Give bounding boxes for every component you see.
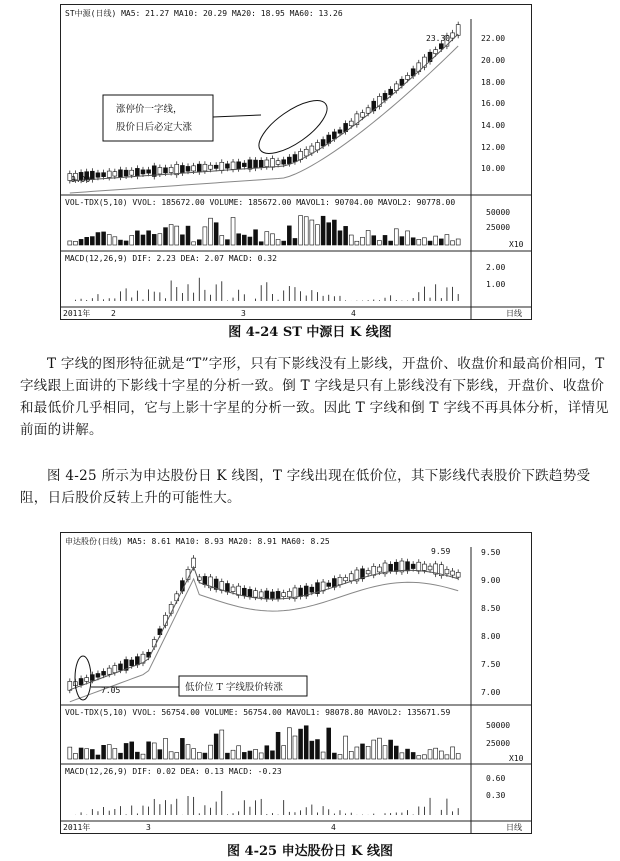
volume-bar [372, 740, 376, 759]
candle-body [287, 591, 291, 597]
volume-bar [73, 753, 77, 759]
candle-body [107, 668, 111, 674]
candle-body [180, 165, 184, 172]
candle-body [152, 640, 156, 647]
fig2-volume-bars [68, 726, 460, 759]
volume-bar [316, 225, 320, 245]
volume-bar [231, 750, 235, 759]
volume-bar [400, 753, 404, 759]
volume-bar [316, 740, 320, 759]
volume-bar [349, 751, 353, 759]
candle-body [276, 161, 280, 165]
candle-body [265, 591, 269, 599]
candle-body [338, 577, 342, 584]
volume-bar [276, 732, 280, 759]
volume-bar [456, 239, 460, 245]
volume-bar [124, 743, 128, 759]
candle-body [456, 572, 460, 577]
candle-body [406, 75, 410, 79]
candle-body [102, 671, 106, 675]
volume-bar [422, 238, 426, 245]
volume-bar [220, 730, 224, 759]
candle-body [270, 159, 274, 168]
candle-body [451, 33, 455, 38]
candle-body [242, 588, 246, 595]
candle-body [349, 574, 353, 581]
candle-body [361, 113, 365, 117]
candle-body [434, 50, 438, 54]
fig1-x-label: 2011年 [63, 309, 91, 318]
candle-body [169, 167, 173, 172]
candle-body [439, 44, 443, 49]
volume-bar [147, 742, 151, 759]
volume-bar [90, 237, 94, 245]
fig2-tick: 9.50 [481, 548, 501, 557]
candle-body [158, 167, 162, 174]
volume-bar [366, 230, 370, 245]
fig2-tick: 7.50 [481, 660, 501, 669]
fig1-x-label: 4 [351, 309, 356, 318]
volume-bar [68, 241, 72, 245]
volume-bar [327, 223, 331, 245]
moving-average-line [70, 567, 458, 690]
volume-bar [203, 753, 207, 759]
candle-body [389, 564, 393, 571]
fig1-vol-unit: X10 [509, 240, 524, 249]
fig1-tick: 12.00 [481, 143, 506, 152]
volume-bar [270, 751, 274, 759]
volume-bar [287, 226, 291, 245]
volume-bar [287, 728, 291, 759]
paragraph-2: 图 4-25 所示为申达股份日 K 线图，T 字线出现在低价位，其下影线代表股价下跌趋势受阻，日后股价反转上升的可能性大。 [20, 468, 591, 506]
fig2-vol-tick: 50000 [486, 721, 511, 730]
candle-body [327, 583, 331, 586]
volume-bar [96, 755, 100, 759]
volume-bar [344, 226, 348, 245]
volume-bar [265, 746, 269, 759]
volume-bar [327, 728, 331, 759]
volume-bar [231, 217, 235, 245]
volume-bar [79, 748, 83, 759]
volume-bar [361, 237, 365, 245]
volume-bar [186, 745, 190, 759]
candle-body [310, 146, 314, 153]
volume-bar [293, 736, 297, 759]
candle-body [248, 589, 252, 596]
volume-bar [394, 229, 398, 245]
fig1-tick: 16.00 [481, 99, 506, 108]
candle-body [411, 564, 415, 568]
volume-bar [372, 236, 376, 245]
volume-bar [400, 237, 404, 245]
paragraph-1: T 字线的图形特征就是“T”字形，只有下影线没有上影线，开盘价、收盘价和最高价相同，T 字线跟上面讲的下影线十字星的分析一致。倒 T 字线是只有上影线没有下影线，开盘价、收盘价和最低价几乎相同，它与上影十字星的分析一致。因此 T 字线和倒 T 字线不再具体分析，详情见前面的讲解。 [20, 356, 609, 438]
fig2-x-label: 3 [146, 823, 151, 832]
volume-bar [119, 753, 123, 759]
volume-bar [164, 228, 168, 245]
volume-bar [186, 226, 190, 245]
candle-body [124, 170, 128, 176]
volume-bar [366, 746, 370, 759]
volume-bar [180, 738, 184, 759]
volume-bar [377, 241, 381, 245]
candle-body [130, 170, 134, 175]
fig1-annotation-line: 涨停价一字线， [116, 104, 183, 115]
candle-body [237, 162, 241, 169]
volume-bar [169, 752, 173, 759]
candle-body [147, 170, 151, 173]
volume-bar [259, 242, 263, 245]
fig1-tick: 14.00 [481, 121, 506, 130]
candle-body [164, 168, 168, 173]
volume-bar [434, 748, 438, 759]
fig2-tick: 8.50 [481, 604, 501, 613]
figure-4-25-chart [60, 532, 532, 834]
fig2-macd-bars [70, 791, 458, 815]
volume-bar [175, 753, 179, 759]
fig2-annotation: 低价位 T 字线股价转涨 [185, 682, 283, 693]
volume-bar [214, 734, 218, 759]
candle-body [192, 166, 196, 171]
volume-bar [141, 235, 145, 245]
candle-body [321, 140, 325, 147]
volume-bar [152, 234, 156, 245]
volume-bar [248, 237, 252, 245]
fig1-vol-header: VOL-TDX(5,10) VVOL: 185672.00 VOLUME: 185672.00 MAVOL1: 90704.00 MAVOL2: 90778.00 [65, 198, 456, 207]
candle-body [203, 576, 207, 584]
candle-body [287, 157, 291, 164]
candle-body [248, 160, 252, 169]
volume-bar [321, 752, 325, 759]
volume-bar [147, 231, 151, 245]
fig2-vol-header: VOL-TDX(5,10) VVOL: 56754.00 VOLUME: 56754.00 MAVOL1: 98078.80 MAVOL2: 135671.59 [65, 708, 451, 717]
fig1-macd-header: MACD(12,26,9) DIF: 2.23 DEA: 2.07 MACD: 0.32 [65, 254, 277, 263]
candle-body [366, 571, 370, 574]
volume-bar [209, 218, 213, 245]
fig2-price-header: 申达股份(日线) MA5: 8.61 MA10: 8.93 MA20: 8.91 MA60: 8.25 [65, 537, 330, 546]
volume-bar [355, 747, 359, 759]
fig1-tick: 22.00 [481, 34, 506, 43]
volume-bar [338, 755, 342, 759]
candle-body [282, 593, 286, 597]
candle-body [282, 160, 286, 164]
volume-bar [428, 241, 432, 245]
volume-bar [406, 231, 410, 245]
volume-bar [119, 240, 123, 245]
candle-body [135, 168, 139, 176]
volume-bar [389, 740, 393, 759]
fig1-annotation-line: 股价日后必定大涨 [116, 122, 193, 133]
volume-bar [90, 749, 94, 759]
candle-body [344, 577, 348, 580]
candle-body [119, 170, 123, 177]
figure-4-24-caption: 图 4-24 ST 中源日 K 线图 [228, 325, 392, 340]
candle-body [231, 587, 235, 592]
candle-body [406, 562, 410, 571]
volume-bar [394, 746, 398, 759]
volume-bar [383, 746, 387, 759]
fig2-vol-tick: 25000 [486, 739, 511, 748]
volume-bar [338, 231, 342, 245]
volume-bar [445, 235, 449, 245]
volume-bar [242, 235, 246, 245]
fig2-macd-tick: 0.30 [486, 791, 506, 800]
candle-body [113, 666, 117, 673]
volume-bar [220, 236, 224, 245]
candle-body [102, 173, 106, 177]
volume-bar [282, 241, 286, 245]
volume-bar [332, 753, 336, 759]
volume-bar [383, 235, 387, 245]
candle-body [113, 172, 117, 176]
candle-body [451, 571, 455, 575]
figure-4-24-chart [60, 4, 532, 320]
fig1-tick: 10.00 [481, 164, 506, 173]
fig1-price-header: ST中源(日线) MA5: 21.27 MA10: 20.29 MA20: 18.95 MA60: 13.26 [65, 9, 343, 18]
figure-4-25-svg [61, 533, 531, 833]
volume-bar [113, 749, 117, 759]
candle-body [231, 162, 235, 169]
fig2-low-label: 7.05 [101, 686, 121, 695]
candle-body [304, 149, 308, 156]
volume-bar [73, 241, 77, 245]
volume-bar [304, 217, 308, 245]
volume-bar [197, 240, 201, 245]
candle-body [428, 566, 432, 570]
candle-body [242, 163, 246, 167]
fig1-annotation-box [103, 95, 213, 141]
candle-body [389, 89, 393, 95]
candle-body [209, 165, 213, 169]
volume-bar [248, 751, 252, 759]
volume-bar [321, 216, 325, 245]
fig1-macd-bars [70, 278, 458, 301]
volume-bar [158, 750, 162, 759]
volume-bar [135, 752, 139, 759]
fig2-vol-unit: X10 [509, 754, 524, 763]
volume-bar [135, 231, 139, 245]
candle-body [259, 592, 263, 597]
volume-bar [180, 235, 184, 245]
candle-body [175, 594, 179, 601]
candle-body [377, 567, 381, 572]
volume-bar [242, 752, 246, 759]
volume-bar [270, 234, 274, 245]
volume-bar [79, 239, 83, 245]
candle-body [394, 562, 398, 571]
volume-bar [439, 751, 443, 759]
candle-body [349, 121, 353, 126]
fig1-tick: 20.00 [481, 56, 506, 65]
volume-bar [68, 747, 72, 759]
volume-bar [225, 753, 229, 759]
volume-bar [164, 738, 168, 759]
candle-body [338, 130, 342, 133]
candle-body [135, 657, 139, 665]
volume-bar [417, 239, 421, 245]
volume-bar [152, 743, 156, 759]
fig2-tick: 8.00 [481, 632, 501, 641]
volume-bar [332, 220, 336, 245]
volume-bar [389, 241, 393, 245]
candle-body [85, 678, 89, 682]
volume-bar [102, 232, 106, 245]
volume-bar [130, 742, 134, 759]
volume-bar [406, 749, 410, 759]
volume-bar [169, 225, 173, 245]
candle-body [96, 674, 100, 678]
fig2-macd-tick: 0.60 [486, 774, 506, 783]
candle-body [372, 566, 376, 575]
candle-body [197, 164, 201, 172]
fig1-tick: 18.00 [481, 78, 506, 87]
fig2-tick: 9.00 [481, 576, 501, 585]
fig1-macd-tick: 1.00 [486, 280, 506, 289]
volume-bar [428, 750, 432, 759]
candle-body [254, 591, 258, 597]
volume-bar [102, 745, 106, 759]
volume-bar [130, 235, 134, 245]
volume-bar [411, 238, 415, 245]
candle-body [366, 108, 370, 113]
volume-bar [451, 241, 455, 245]
volume-bar [96, 233, 100, 245]
volume-bar [209, 745, 213, 759]
volume-bar [254, 749, 258, 759]
fig1-low-label: 9.00 [71, 175, 91, 184]
fig1-vol-tick: 50000 [486, 208, 511, 217]
volume-bar [175, 226, 179, 245]
candle-body [254, 160, 258, 168]
volume-bar [299, 729, 303, 759]
candle-body [119, 664, 123, 670]
volume-bar [355, 241, 359, 245]
candle-body [293, 155, 297, 162]
fig1-x-label: 2 [111, 309, 116, 318]
candle-body [214, 165, 218, 168]
volume-bar [237, 234, 241, 245]
volume-bar [124, 241, 128, 245]
volume-bar [225, 240, 229, 245]
candle-body [96, 173, 100, 177]
volume-bar [197, 752, 201, 759]
fig2-x-label: 4 [331, 823, 336, 832]
volume-bar [158, 234, 162, 245]
volume-bar [445, 755, 449, 759]
volume-bar [349, 235, 353, 245]
volume-bar [265, 232, 269, 245]
candle-body [422, 564, 426, 570]
volume-bar [304, 726, 308, 759]
volume-bar [411, 752, 415, 759]
volume-bar [377, 738, 381, 759]
volume-bar [107, 745, 111, 759]
volume-bar [422, 755, 426, 759]
candle-body [417, 562, 421, 571]
candle-body [141, 170, 145, 174]
volume-bar [192, 242, 196, 245]
candle-body [265, 160, 269, 167]
candle-body [276, 591, 280, 598]
fig2-x-label: 2011年 [63, 823, 91, 832]
fig1-highlight-ellipse [251, 91, 335, 163]
fig1-peak-label: 23.30 [426, 34, 451, 43]
candle-body [310, 587, 314, 592]
volume-bar [310, 741, 314, 759]
volume-bar [141, 754, 145, 759]
volume-bar [299, 216, 303, 245]
candle-body [225, 583, 229, 591]
volume-bar [276, 239, 280, 245]
fig1-period: 日线 [506, 309, 522, 318]
volume-bar [282, 746, 286, 759]
volume-bar [361, 744, 365, 759]
candle-body [186, 166, 190, 171]
figure-4-24-svg [61, 5, 531, 319]
candle-body [130, 660, 134, 666]
figure-4-25-caption: 图 4-25 申达股份日 K 线图 [227, 844, 393, 859]
volume-bar [456, 754, 460, 759]
candle-body [90, 171, 94, 179]
volume-bar [113, 237, 117, 245]
candle-body [456, 25, 460, 36]
candle-body [225, 164, 229, 168]
candle-body [259, 160, 263, 167]
candle-body [107, 171, 111, 177]
fig1-vol-tick: 25000 [486, 223, 511, 232]
volume-bar [214, 223, 218, 245]
volume-bar [293, 238, 297, 245]
volume-bar [237, 746, 241, 759]
fig2-macd-header: MACD(12,26,9) DIF: 0.02 DEA: 0.13 MACD: -0.23 [65, 767, 282, 776]
fig1-macd-tick: 2.00 [486, 263, 506, 272]
volume-bar [254, 230, 258, 245]
fig1-volume-bars [68, 216, 460, 245]
fig1-annotation-arrow [213, 115, 261, 117]
fig2-period: 日线 [506, 823, 522, 832]
volume-bar [439, 239, 443, 245]
volume-bar [310, 220, 314, 245]
volume-bar [192, 749, 196, 759]
volume-bar [451, 747, 455, 759]
candle-body [79, 678, 83, 684]
fig1-x-label: 3 [241, 309, 246, 318]
volume-bar [85, 749, 89, 759]
candle-body [203, 164, 207, 171]
volume-bar [107, 235, 111, 245]
candle-body [445, 569, 449, 574]
volume-bar [203, 227, 207, 245]
fig2-peak-label: 9.59 [431, 547, 451, 556]
volume-bar [259, 753, 263, 759]
volume-bar [417, 756, 421, 759]
volume-bar [344, 736, 348, 759]
volume-bar [434, 236, 438, 245]
candle-body [270, 592, 274, 598]
candle-body [299, 588, 303, 596]
fig2-tick: 7.00 [481, 688, 501, 697]
candle-body [220, 162, 224, 170]
volume-bar [85, 237, 89, 245]
